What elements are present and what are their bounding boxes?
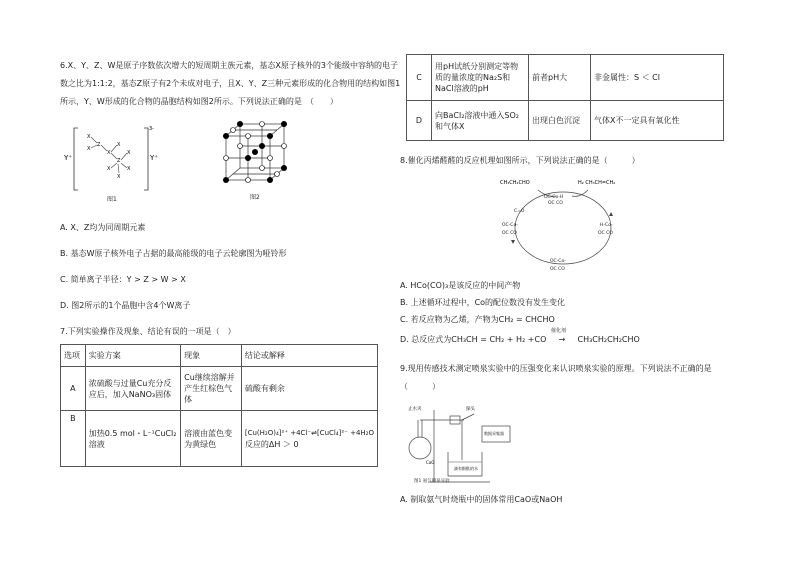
stopcock-label: 止水夹 (408, 407, 422, 412)
probe-label: 探头 (466, 407, 475, 412)
q8-catalyst-label: 催化剂 (550, 328, 566, 334)
svg-text:X: X (107, 150, 111, 156)
row-a-conclusion: 硫酸有剩余 (241, 367, 377, 411)
q9-paren: （ ） (400, 382, 440, 391)
figure-1-structure (62, 120, 172, 203)
svg-text:X: X (117, 174, 121, 180)
svg-text:X: X (127, 150, 131, 156)
svg-text:X: X (117, 142, 121, 148)
figure-2-crystal-cell (220, 118, 290, 200)
q6-stem-line2: 数之比为1:1:2，基态Z原子有2个未成对电子，且X、Y、Z三种元素形成的化合物用的结构如图1 (60, 79, 401, 88)
svg-text:OC CO: OC CO (598, 231, 613, 236)
fig1-ion-right: Y⁺ (150, 154, 158, 162)
table-row (61, 367, 378, 411)
svg-text:X: X (87, 134, 91, 140)
svg-text:OC-Co-: OC-Co- (502, 223, 518, 228)
q8-option-c[interactable]: C. 若反应物为乙烯，产物为CH₂ = CHCHO (400, 315, 555, 324)
q6-stem-line1: 6.X、Y、Z、W是原子序数依次增大的短周期主族元素，基态X原子核外的3个能级中容纳的电子 (60, 61, 398, 70)
row-d-option: D (407, 101, 432, 141)
row-b-conclusion-line1: [Cu(H₂O)₄]²⁺ +4Cl⁻⇌[CuCl₄]²⁻ +4H₂O (244, 428, 374, 437)
table-row (407, 101, 724, 141)
fig1-charge: 3- (149, 126, 154, 132)
svg-text:X: X (87, 146, 91, 152)
row-c-conclusion: 非金属性：S ＜ Cl (591, 55, 724, 101)
fig-top-left-label: CH₃CH₂CHO (500, 180, 530, 186)
q7-stem: 7.下列实验操作及现象、结论有误的一项是（ ） (60, 327, 236, 336)
q7-table-continued (406, 54, 724, 141)
fig2-caption: 图2 (250, 194, 260, 201)
cao-label: CaO (426, 460, 435, 465)
row-b-conclusion-line2: 反应的ΔH ＞ 0 (244, 439, 299, 449)
header-option: 选项 (61, 345, 86, 367)
q9-figure-caption: 图1 氨气喷泉实验 (414, 479, 450, 484)
row-c-option: C (407, 55, 432, 101)
q6-option-a[interactable]: A. X、Z均为同周期元素 (60, 223, 146, 232)
row-c-plan: 用pH试纸分别测定等物质的量浓度的Na₂S和NaCl溶液的pH (432, 55, 529, 101)
header-conclusion: 结论或解释 (241, 345, 377, 367)
row-b-phenomenon: 溶液由蓝色变为黄绿色 (181, 411, 242, 467)
table-row (407, 55, 724, 101)
svg-text:OC CO: OC CO (550, 267, 565, 272)
q8-option-a[interactable]: A. HCo(CO)₃是该反应的中间产物 (400, 281, 521, 290)
q8-stem: 8.催化丙烯醛醛的反应机理如图所示，下列说法正确的是（ ） (400, 156, 640, 165)
q8-catalytic-cycle-figure (478, 172, 648, 276)
header-plan: 实验方案 (85, 345, 180, 367)
svg-text:OC-Co-: OC-Co- (550, 259, 566, 264)
fig1-ion-left: Y⁺ (64, 154, 72, 162)
q6-option-d[interactable]: D. 图2所示的1个晶胞中含4个W离子 (60, 301, 191, 310)
row-b-conclusion (241, 411, 377, 467)
svg-text:OC-Co-H: OC-Co-H (544, 195, 564, 200)
row-b-plan: 加热0.5 mol・L⁻¹CuCl₂溶液 (85, 411, 180, 467)
water-label: 滴有酚酞的水 (454, 466, 478, 471)
header-phenomenon: 现象 (181, 345, 242, 367)
svg-text:H-Co-: H-Co- (600, 223, 613, 228)
row-d-conclusion: 气体X不一定具有氧化性 (591, 101, 724, 141)
svg-text:OC CO: OC CO (502, 231, 517, 236)
svg-text:X: X (127, 166, 131, 172)
q9-option-a[interactable]: A. 制取氨气时烧瓶中的固体常用CaO或NaOH (400, 495, 563, 504)
row-a-option: A (61, 367, 86, 411)
row-b-option: B (61, 411, 86, 467)
svg-text:Z: Z (117, 158, 121, 164)
q8-option-d-product: CH₃CH₂CH₂CHO (577, 335, 640, 344)
q9-stem: 9.现用传感技术测定喷泉实验中的压强变化来认识喷泉实验的原理。下列说法不正确的是 (400, 364, 712, 373)
row-a-plan: 浓硫酸与过量Cu充分反应后，加入NaNO₃固体 (85, 367, 180, 411)
q9-apparatus-figure (404, 400, 524, 486)
row-d-phenomenon: 出现白色沉淀 (529, 101, 591, 141)
fig-top-right-label: H₂ CH₃CH=CH₂ (578, 180, 616, 186)
svg-text:C=O: C=O (514, 209, 525, 214)
svg-text:Z: Z (97, 142, 101, 148)
q7-table (60, 344, 378, 467)
svg-text:OC CO: OC CO (548, 201, 563, 206)
fig1-caption: 图1 (107, 196, 117, 203)
row-c-phenomenon: 前者pH大 (529, 55, 591, 101)
row-d-plan: 向BaCl₂溶液中通入SO₂和气体X (432, 101, 529, 141)
q8-option-d-reactants: D. 总反应式为CH₃CH = CH₂ + H₂ +CO (400, 335, 547, 344)
svg-text:X: X (107, 166, 111, 172)
q6-stem-line3: 所示，Y、W形成的化合物的晶胞结构如图2所示。下列说法正确的是 （ ） (60, 97, 338, 106)
table-row (61, 411, 378, 467)
q8-option-b[interactable]: B. 上述循环过程中，Co的配位数没有发生变化 (400, 298, 566, 307)
row-a-phenomenon: Cu继续溶解并产生红棕色气体 (181, 367, 242, 411)
q8-option-d[interactable] (400, 328, 640, 345)
q7-table-header (61, 345, 378, 367)
q8-catalyst-arrow: 催化剂 → (550, 328, 566, 344)
collector-label: 数据采集器 (484, 431, 504, 436)
q6-option-b[interactable]: B. 基态W原子核外电子占据的最高能级的电子云轮廓图为哑铃形 (60, 249, 287, 258)
q6-option-c[interactable]: C. 简单离子半径：Y > Z > W > X (60, 275, 186, 284)
